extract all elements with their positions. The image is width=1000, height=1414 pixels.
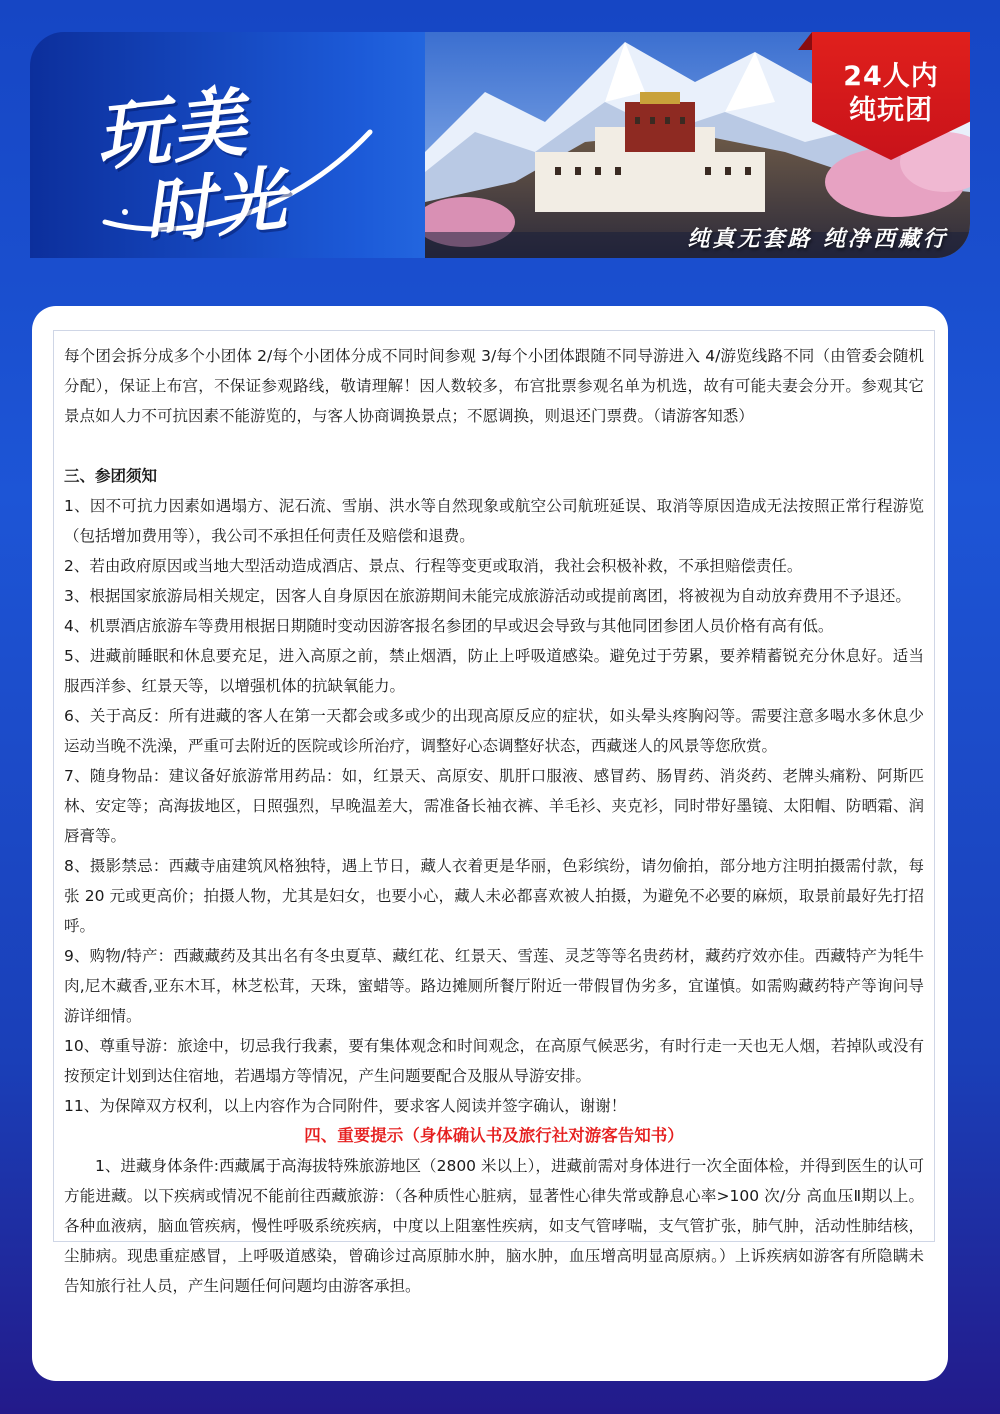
logo-line-2: 时光 bbox=[139, 157, 292, 255]
list-item: 4、机票酒店旅游车等费用根据日期随时变动因游客报名参团的早或迟会导致与其他同团参团人员价格有高有低。 bbox=[64, 617, 834, 635]
list-item: 2、若由政府原因或当地大型活动造成酒店、景点、行程等变更或取消，我社会积极补救，不承担赔偿责任。 bbox=[64, 557, 803, 575]
badge-line-2: 纯玩团 bbox=[849, 95, 933, 126]
logo-line-1: 玩美 bbox=[91, 80, 252, 182]
list-item: 6、关于高反：所有进藏的客人在第一天都会或多或少的出现高原反应的症状，如头晕头疼胸闷等。需要注意多喝水多休息少运动当晚不洗澡，严重可去附近的医院或诊所治疗，调整好心态调整好状态，西藏迷人的风景等您欣赏。 bbox=[64, 707, 924, 755]
badge-line-1: 24人内 bbox=[843, 61, 939, 92]
list-item: 1、因不可抗力因素如遇塌方、泥石流、雪崩、洪水等自然现象或航空公司航班延误、取消等原因造成无法按照正常行程游览（包括增加费用等），我公司不承担任何责任及赔偿和退费。 bbox=[64, 497, 924, 545]
list-item: 9、购物/特产：西藏藏药及其出名有冬虫夏草、藏红花、红景天、雪莲、灵芝等等名贵药材，藏药疗效亦佳。西藏特产为牦牛肉,尼木藏香,亚东木耳，林芝松茸，天珠，蜜蜡等。路边摊厕所餐厅附近一带假冒伪劣多，宜谨慎。如需购藏药特产等询问导游详细情。 bbox=[64, 947, 924, 1025]
list-item: 7、随身物品：建议备好旅游常用药品：如，红景天、高原安、肌肝口服液、感冒药、肠胃药、消炎药、老牌头痛粉、阿斯匹林、安定等；高海拔地区，日照强烈，早晚温差大，需准备长袖衣裤、羊毛衫、夹克衫，同时带好墨镜、太阳帽、防晒霜、润唇膏等。 bbox=[64, 767, 924, 845]
notice-box bbox=[53, 330, 935, 1295]
brand-logo bbox=[85, 72, 385, 255]
slogan: 纯真无套路 纯净西藏行 bbox=[687, 227, 948, 252]
header-banner bbox=[30, 32, 970, 258]
list-item: 3、根据国家旅游局相关规定，因客人自身原因在旅游期间未能完成旅游活动或提前离团，将被视为自动放弃费用不予退还。 bbox=[64, 587, 911, 605]
section-3-title: 三、参团须知 bbox=[64, 467, 158, 485]
list-item: 5、进藏前睡眠和休息要充足，进入高原之前，禁止烟酒，防止上呼吸道感染。避免过于劳累，要养精蓄锐充分休息好。适当服西洋参、红景天等，以增强机体的抗缺氧能力。 bbox=[64, 647, 924, 695]
intro-paragraph: 每个团会拆分成多个小团体 2/每个小团体分成不同时间参观 3/每个小团体跟随不同导游进入 4/游览线路不同（由管委会随机分配），保证上布宫，不保证参观路线，敬请理解！因人数较多，布宫批票参观名单为机选，故有可能夫妻会分开。参观其它景点如人力不可抗因素不能游览的，与客人协商调换景点；不愿调换，则退还门票费。（请游客知悉） bbox=[64, 347, 924, 425]
section-4-title: 四、重要提示（身体确认书及旅行社对游客告知书） bbox=[304, 1126, 684, 1145]
section-4-body: 1、进藏身体条件:西藏属于高海拔特殊旅游地区（2800 米以上），进藏前需对身体进行一次全面体检，并得到医生的认可方能进藏。以下疾病或情况不能前往西藏旅游：（各种质性心脏病，显著性心律失常或静息心率>100 次/分 高血压Ⅱ期以上。各种血液病，脑血管疾病，慢性呼吸系统疾病，中度以上阻塞性疾病，如支气管哮喘，支气管扩张，肺气肿，活动性肺结核，尘肺病。现患重症感冒，上呼吸道感染，曾确诊过高原肺水肿，脑水肿，血压增高明显高原病。）上诉疾病如游客有所隐瞒未告知旅行社人员，产生问题任何问题均由游客承担。 bbox=[64, 1157, 924, 1295]
list-item: 8、摄影禁忌：西藏寺庙建筑风格独特，遇上节日，藏人衣着更是华丽，色彩缤纷，请勿偷拍，部分地方注明拍摄需付款，每张 20 元或更高价；拍摄人物，尤其是妇女，也要小心，藏人未必都喜欢被人拍摄，为避免不必要的麻烦，取景前最好先打招呼。 bbox=[64, 857, 924, 935]
list-item: 11、为保障双方权利，以上内容作为合同附件，要求客人阅读并签字确认，谢谢！ bbox=[64, 1097, 627, 1115]
list-item: 10、尊重导游：旅途中，切忌我行我素，要有集体观念和时间观念，在高原气候恶劣，有时行走一天也无人烟，若掉队或没有按预定计划到达住宿地，若遇塌方等情况，产生问题要配合及服从导游安排。 bbox=[64, 1037, 924, 1085]
content-card bbox=[32, 306, 948, 1381]
